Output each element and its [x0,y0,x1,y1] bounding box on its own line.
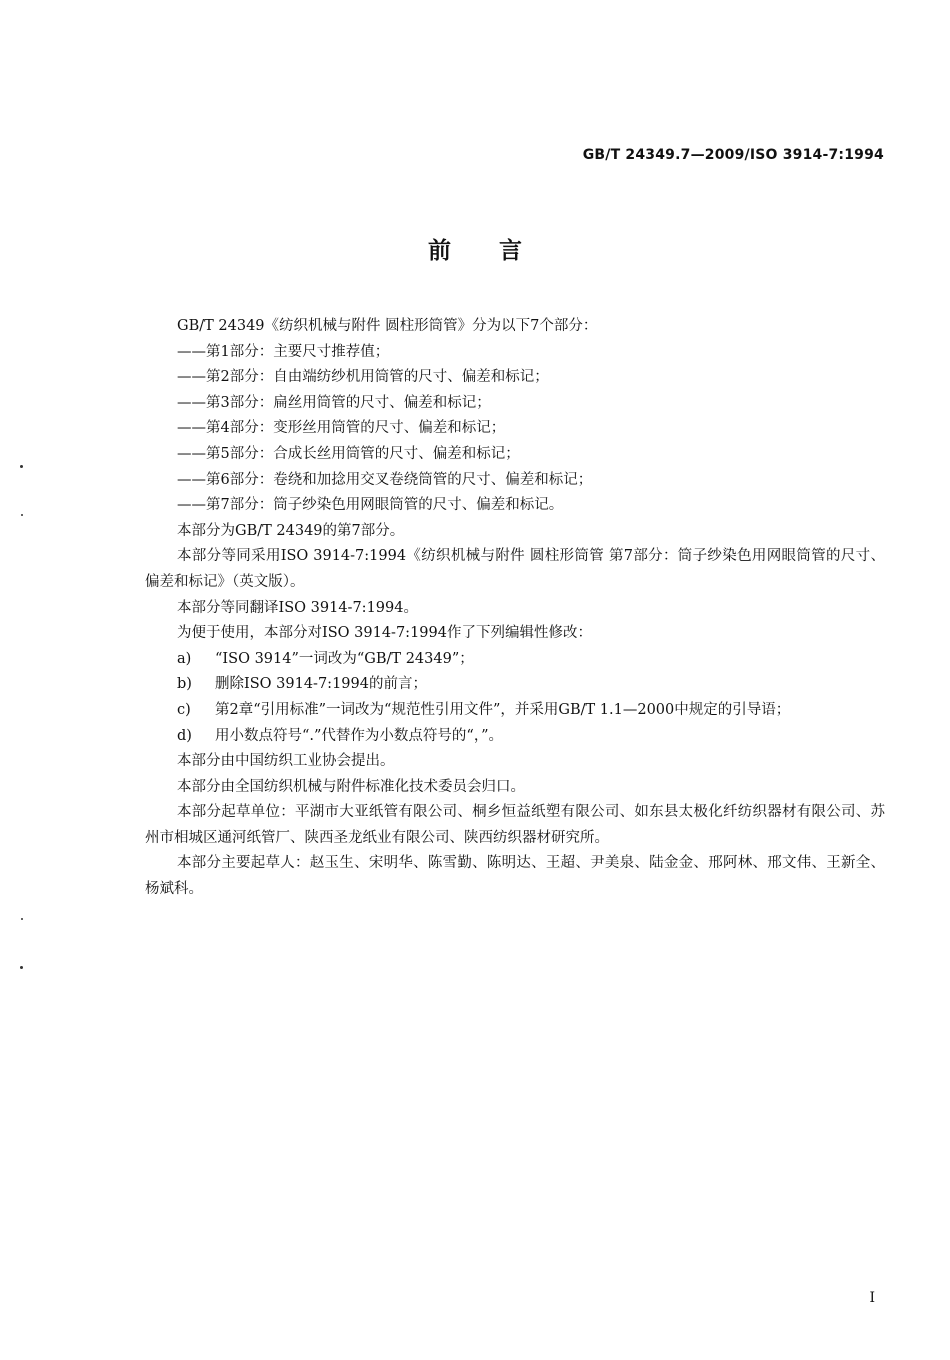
edits-list-item [145,672,885,698]
adoption-paragraph: 本部分等同采用ISO 3914-7:1994《纺织机械与附件 圆柱形筒管 第7部分：筒子纱染色用网眼筒管的尺寸、偏差和标记》（英文版）。 [145,548,885,590]
list-text: 删除ISO 3914-7:1994的前言； [215,676,427,693]
list-marker: c) [177,701,191,718]
parts-list-item: ——第5部分：合成长丝用筒管的尺寸、偏差和标记； [177,445,520,462]
parts-list-item: ——第7部分：筒子纱染色用网眼筒管的尺寸、偏差和标记。 [177,497,564,514]
parts-list [145,340,885,519]
standard-code-header: GB/T 24349.7—2009/ISO 3914-7:1994 [582,147,884,163]
foreword-body [145,314,885,903]
centralized-by-paragraph: 本部分由全国纺织机械与附件标准化技术委员会归口。 [177,778,525,795]
list-text: 第2章“引用标准”一词改为“规范性引用文件”，并采用GB/T 1.1—2000中规定的引导语； [215,701,791,718]
scan-speck [20,465,23,468]
edits-list [145,647,885,749]
list-marker: d) [177,727,192,744]
intro-paragraph: GB/T 24349《纺织机械与附件 圆柱形筒管》分为以下7个部分： [177,318,598,334]
page-title: 前言 [428,238,570,264]
drafters-paragraph: 本部分主要起草人：赵玉生、宋明华、陈雪勤、陈明达、王超、尹美泉、陆金金、邢阿林、邢文伟、王新全、杨斌科。 [145,855,885,898]
page-number: I [869,1290,875,1306]
scan-speck [21,918,23,920]
scan-speck [21,514,23,516]
parts-list-item: ——第2部分：自由端纺纱机用筒管的尺寸、偏差和标记； [177,369,549,386]
list-text: “ISO 3914”一词改为“GB/T 24349”； [215,650,474,667]
edits-list-item [145,724,885,750]
list-text: 用小数点符号“.”代替作为小数点符号的“，”。 [215,727,504,744]
list-marker: b) [177,676,192,693]
translation-paragraph: 本部分等同翻译ISO 3914-7:1994。 [177,599,418,616]
edits-list-item [145,698,885,724]
list-marker: a) [177,650,192,667]
parts-list-item: ——第1部分：主要尺寸推荐值； [177,343,390,360]
edits-list-item [145,647,885,673]
edits-intro-paragraph: 为便于使用，本部分对ISO 3914-7:1994作了下列编辑性修改： [177,625,592,642]
this-part-paragraph: 本部分为GB/T 24349的第7部分。 [177,522,405,539]
parts-list-item: ——第4部分：变形丝用筒管的尺寸、偏差和标记； [177,420,506,437]
parts-list-item: ——第6部分：卷绕和加捻用交叉卷绕筒管的尺寸、偏差和标记； [177,471,593,488]
parts-list-item: ——第3部分：扁丝用筒管的尺寸、偏差和标记； [177,394,491,411]
drafting-units-paragraph: 本部分起草单位：平湖市大亚纸管有限公司、桐乡恒益纸塑有限公司、如东县太极化纤纺织器材有限公司、苏州市相城区通河纸管厂、陕西圣龙纸业有限公司、陕西纺织器材研究所。 [145,804,885,846]
proposed-by-paragraph: 本部分由中国纺织工业协会提出。 [177,753,395,770]
scan-speck [20,966,23,969]
